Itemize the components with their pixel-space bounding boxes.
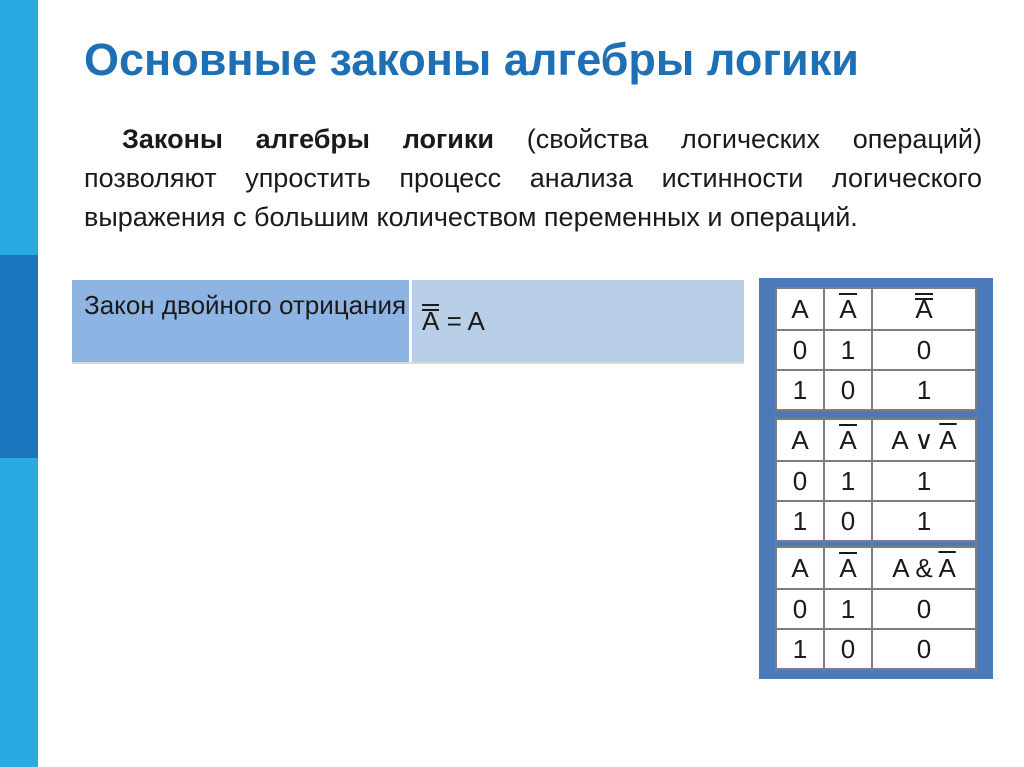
formula-a: A [467, 306, 485, 336]
table-cell: 1 [776, 501, 824, 541]
header-cell: A [824, 288, 872, 330]
table-row [776, 589, 976, 629]
table-cell: 0 [872, 330, 976, 370]
intro-rest: (свойства логических операций) позволяют упростить процесс анализа истинности логического выражения с большим количеством переменных и операций. [84, 124, 983, 232]
truth-tables-panel [759, 278, 993, 679]
table-cell: 0 [776, 330, 824, 370]
table-cell: 0 [824, 370, 872, 410]
header-cell: A [824, 419, 872, 461]
table-row [776, 547, 976, 589]
table-cell: 0 [824, 501, 872, 541]
header-cell [872, 547, 976, 589]
table-cell: 0 [872, 629, 976, 669]
header-cell [872, 419, 976, 461]
table-cell: 0 [776, 461, 824, 501]
intro-paragraph [84, 120, 982, 237]
law-row-double-negation [72, 280, 744, 364]
table-row [776, 501, 976, 541]
truth-table-disjunction [775, 418, 977, 542]
header-cell: A [872, 288, 976, 330]
table-row [776, 330, 976, 370]
table-cell: 1 [824, 461, 872, 501]
left-accent-stripe-dark [0, 255, 38, 458]
header-cell: A [776, 419, 824, 461]
table-row [776, 461, 976, 501]
table-row [776, 419, 976, 461]
table-cell: 1 [776, 629, 824, 669]
header-cell: A [824, 547, 872, 589]
table-cell: 0 [824, 629, 872, 669]
table-cell: 1 [872, 501, 976, 541]
formula-equals: = [439, 306, 468, 336]
table-row [776, 629, 976, 669]
table-cell: 1 [824, 589, 872, 629]
header-cell: A [776, 288, 824, 330]
truth-table-conjunction [775, 546, 977, 670]
law-formula-cell [412, 280, 744, 362]
table-cell: 1 [872, 370, 976, 410]
table-cell: 0 [872, 589, 976, 629]
table-cell: 1 [872, 461, 976, 501]
table-row [776, 288, 976, 330]
table-row [776, 370, 976, 410]
table-cell: 1 [824, 330, 872, 370]
intro-bold: Законы алгебры логики [122, 124, 494, 154]
table-cell: 0 [776, 589, 824, 629]
formula-double-negated-a: A [422, 306, 440, 336]
truth-table-double-negation [775, 287, 977, 411]
table-cell: 1 [776, 370, 824, 410]
slide-title: Основные законы алгебры логики [84, 34, 859, 85]
header-cell: A [776, 547, 824, 589]
disjunction-header: A ∨ $\overline{A}$ [891, 424, 957, 455]
law-name-cell: Закон двойного отрицания [72, 280, 409, 362]
conjunction-header: A & $\overline{A}$ [892, 552, 956, 583]
